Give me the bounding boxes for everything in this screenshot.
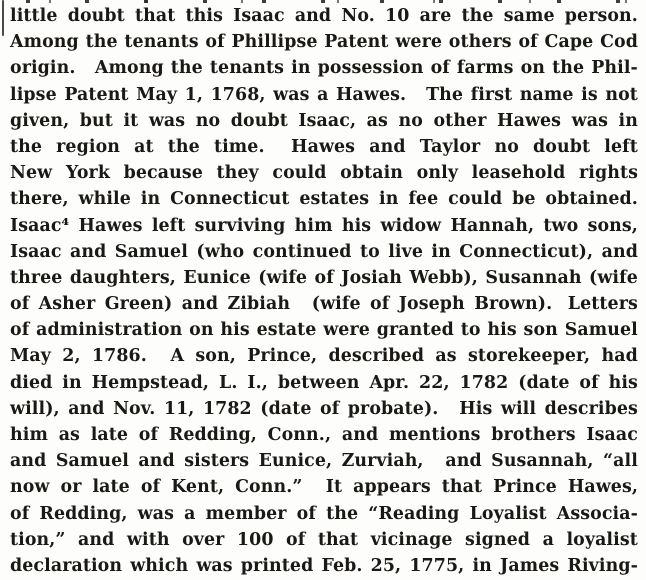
text-line: declaration which was printed Feb. 25, 1775, in James Riving- [10,555,638,576]
text-line: tion,” and with over 100 of that vicinage signed a loyalist [10,529,638,550]
text-line: lipse Patent May 1, 1768, was a Hawes. The first name is not [10,84,638,105]
text-line: died in Hempstead, L. I., between Apr. 22, 1782 (date of his [10,372,638,393]
text-line: New York because they could obtain only leasehold rights [10,163,638,184]
text-line: three daughters, Eunice (wife of Josiah Webb), Susannah (wife [10,267,638,288]
text-line: of Redding, was a member of the “Reading Loyalist Associa- [10,503,638,524]
text-line: and Samuel and sisters Eunice, Zurviah, and Susannah, “all [10,451,638,472]
text-line: will), and Nov. 11, 1782 (date of probate). His will describes [10,398,638,419]
text-line: given, but it was no doubt Isaac, as no other Hawes was in [10,110,638,131]
text-line: Isaac and Samuel (who continued to live in Connecticut), and [10,241,638,262]
scan-artifact-left-edge [2,0,4,36]
text-line: little doubt that this Isaac and No. 10 are the same person. [10,6,638,26]
text-line: of administration on his estate were granted to his son Samuel [10,320,638,341]
text-line: him as late of Redding, Conn., and mentions brothers Isaac [10,425,638,445]
text-line: of Asher Green) and Zibiah (wife of Joseph Brown). Letters [10,294,638,315]
text-line: the region at the time. Hawes and Taylor no doubt left [10,136,638,157]
text-line: Isaac⁴ Hawes left surviving him his widow Hannah, two sons, [10,215,638,236]
text-line: May 2, 1786. A son, Prince, described as storekeeper, had [10,346,638,367]
text-line: now or late of Kent, Conn.” It appears that Prince Hawes, [10,477,638,498]
text-line: there, while in Connecticut estates in fee could be obtained. [10,189,638,210]
text-line: origin. Among the tenants in possession of farms on the Phil- [10,58,638,79]
text-line: Among the tenants of Phillipse Patent were others of Cape Cod [10,32,638,53]
page-text [10,3,638,579]
